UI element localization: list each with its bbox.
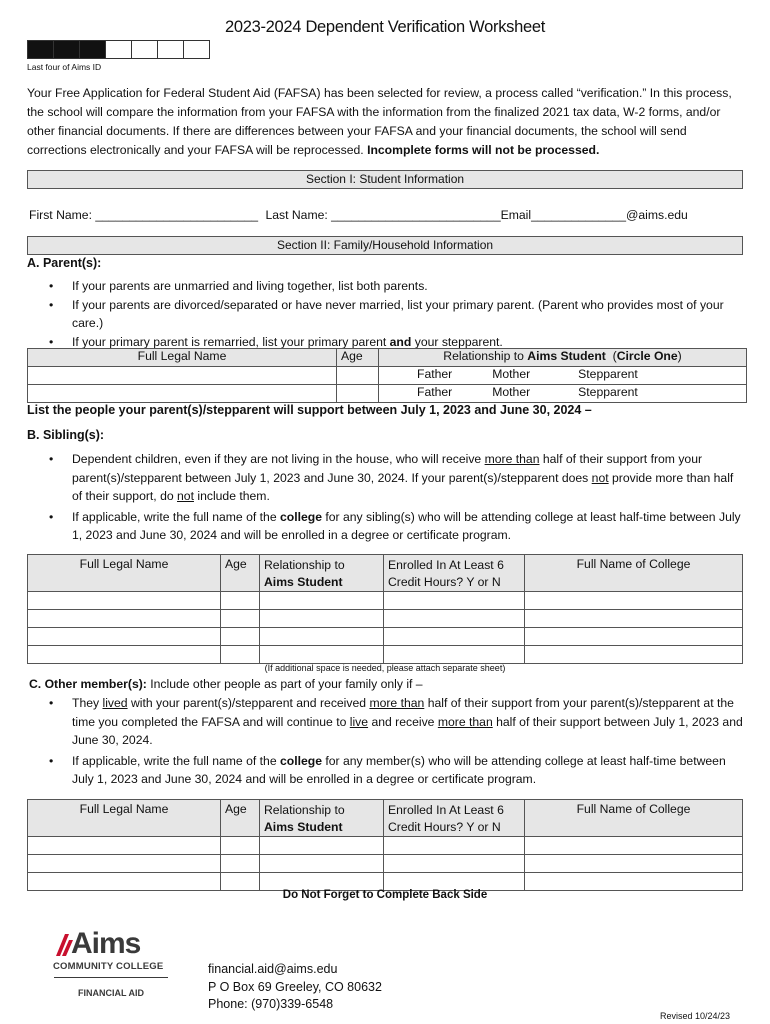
parents-table <box>27 348 747 403</box>
logo-divider <box>54 977 168 978</box>
col-college: Full Name of College <box>525 555 743 592</box>
section1-header: Section I: Student Information <box>27 170 743 189</box>
option-father[interactable]: Father <box>417 367 453 381</box>
name-cell[interactable] <box>28 855 221 873</box>
logo-name: Aims <box>71 927 141 960</box>
col-enrolled: Enrolled In At Least 6 Credit Hours? Y or N <box>384 555 525 592</box>
logo-subtitle: COMMUNITY COLLEGE <box>53 961 164 972</box>
intro-paragraph <box>27 84 747 160</box>
college-cell[interactable] <box>525 855 743 873</box>
parents-instructions <box>27 277 743 351</box>
others-table <box>27 799 743 891</box>
table-row[interactable] <box>28 592 743 610</box>
age-cell[interactable] <box>337 385 379 403</box>
contact-phone: Phone: (970)339-6548 <box>208 997 334 1011</box>
id-box-masked <box>79 40 106 59</box>
table-row[interactable] <box>28 837 743 855</box>
table-row[interactable] <box>28 855 743 873</box>
others-heading-line: C. Other member(s): Include other people as part of your family only if – <box>29 677 423 691</box>
aims-id-boxes[interactable] <box>27 40 209 59</box>
list-item: • Dependent children, even if they are not living in the house, who will receive more than half of their support from your parent(s)/stepparent between July 1, 2023 and June 30, 2024. If your parent(s)/stepparent does not provide more than half of their support, do not include them. <box>27 450 745 506</box>
relationship-options[interactable] <box>379 367 747 385</box>
college-cell[interactable] <box>525 628 743 646</box>
others-instructions <box>27 694 745 789</box>
name-cell[interactable] <box>28 367 337 385</box>
id-box[interactable] <box>105 40 132 59</box>
id-box[interactable] <box>183 40 210 59</box>
age-cell[interactable] <box>221 873 260 891</box>
contact-block <box>208 961 382 1014</box>
enrolled-cell[interactable] <box>384 592 525 610</box>
siblings-heading: B. Sibling(s): <box>27 428 105 442</box>
student-info-line[interactable] <box>29 208 688 222</box>
page-title: 2023-2024 Dependent Verification Worksheet <box>224 18 546 36</box>
id-box-masked <box>53 40 80 59</box>
relationship-cell[interactable] <box>260 873 384 891</box>
name-cell[interactable] <box>28 610 221 628</box>
relationship-cell[interactable] <box>260 646 384 664</box>
list-item: • If your parents are unmarried and living together, list both parents. <box>27 277 743 296</box>
enrolled-cell[interactable] <box>384 610 525 628</box>
col-full-legal-name: Full Legal Name <box>28 555 221 592</box>
option-father[interactable]: Father <box>417 385 453 399</box>
table-row[interactable] <box>28 367 747 385</box>
col-enrolled: Enrolled In At Least 6 Credit Hours? Y or N <box>384 800 525 837</box>
enrolled-cell[interactable] <box>384 837 525 855</box>
relationship-cell[interactable] <box>260 855 384 873</box>
siblings-instructions <box>27 450 745 545</box>
logo-department: FINANCIAL AID <box>78 988 144 998</box>
name-cell[interactable] <box>28 837 221 855</box>
table-row[interactable] <box>28 873 743 891</box>
enrolled-cell[interactable] <box>384 855 525 873</box>
col-full-legal-name: Full Legal Name <box>28 800 221 837</box>
age-cell[interactable] <box>221 837 260 855</box>
col-relationship: Relationship to Aims Student <box>260 555 384 592</box>
name-cell[interactable] <box>28 385 337 403</box>
extra-space-note: (If additional space is needed, please attach separate sheet) <box>264 663 506 673</box>
support-note: List the people your parent(s)/stepparent will support between July 1, 2023 and June 30, 2024 – <box>27 403 592 417</box>
table-row[interactable] <box>28 628 743 646</box>
name-cell[interactable] <box>28 873 221 891</box>
age-cell[interactable] <box>221 592 260 610</box>
col-age: Age <box>221 555 260 592</box>
first-name-field[interactable]: First Name: ________________________ <box>29 208 259 222</box>
siblings-table <box>27 554 743 664</box>
col-age: Age <box>221 800 260 837</box>
option-stepparent[interactable]: Stepparent <box>578 385 638 399</box>
college-cell[interactable] <box>525 610 743 628</box>
enrolled-cell[interactable] <box>384 873 525 891</box>
parents-heading: A. Parent(s): <box>27 256 102 270</box>
relationship-options[interactable] <box>379 385 747 403</box>
intro-text: Your Free Application for Federal Student Aid (FAFSA) has been selected for review, a process called “verification.” In this process, the school will compare the information from your FAFSA with the information from the finalized 2021 tax data, W-2 forms, and/or other financial documents. If there are differences between your FAFSA and your financial documents, the school will send corrections electronically and your FAFSA will be reprocessed. <box>27 86 732 157</box>
col-age: Age <box>337 349 379 367</box>
list-item: • If your primary parent is remarried, list your primary parent and your stepparent. <box>27 333 743 352</box>
relationship-cell[interactable] <box>260 837 384 855</box>
enrolled-cell[interactable] <box>384 646 525 664</box>
list-item: • If applicable, write the full name of the college for any member(s) who will be attending college at least half-time between July 1, 2023 and June 30, 2024 and will be enrolled in a degree or certificate program. <box>27 752 745 789</box>
col-relationship: Relationship to Aims Student (Circle One) <box>379 349 747 367</box>
college-cell[interactable] <box>525 646 743 664</box>
section2-header: Section II: Family/Household Information <box>27 236 743 255</box>
list-item: • If your parents are divorced/separated or have never married, list your primary parent. (Parent who provides most of your care.) <box>27 296 743 333</box>
list-item: • If applicable, write the full name of the college for any sibling(s) who will be attending college at least half-time between July 1, 2023 and June 30, 2024 and will be enrolled in a degree or certificate program. <box>27 508 745 545</box>
intro-warning: Incomplete forms will not be processed. <box>367 143 600 157</box>
id-box-masked <box>27 40 54 59</box>
id-box[interactable] <box>131 40 158 59</box>
email-field[interactable]: Email______________@aims.edu <box>500 208 688 222</box>
table-row[interactable] <box>28 646 743 664</box>
college-cell[interactable] <box>525 873 743 891</box>
table-row[interactable] <box>28 385 747 403</box>
col-full-legal-name: Full Legal Name <box>28 349 337 367</box>
relationship-cell[interactable] <box>260 592 384 610</box>
age-cell[interactable] <box>221 855 260 873</box>
enrolled-cell[interactable] <box>384 628 525 646</box>
id-label: Last four of Aims ID <box>27 62 102 72</box>
age-cell[interactable] <box>221 628 260 646</box>
col-college: Full Name of College <box>525 800 743 837</box>
name-cell[interactable] <box>28 646 221 664</box>
relationship-cell[interactable] <box>260 628 384 646</box>
college-cell[interactable] <box>525 837 743 855</box>
table-row[interactable] <box>28 610 743 628</box>
age-cell[interactable] <box>221 610 260 628</box>
revised-date: Revised 10/24/23 <box>660 1011 731 1021</box>
contact-email[interactable]: financial.aid@aims.edu <box>208 962 338 976</box>
id-box[interactable] <box>157 40 184 59</box>
option-mother[interactable]: Mother <box>492 385 531 399</box>
name-cell[interactable] <box>28 628 221 646</box>
back-side-note: Do Not Forget to Complete Back Side <box>282 889 488 901</box>
last-name-field[interactable]: Last Name: _________________________ <box>265 208 501 222</box>
others-heading: C. Other member(s): <box>29 677 147 691</box>
option-stepparent[interactable]: Stepparent <box>578 367 638 381</box>
name-cell[interactable] <box>28 592 221 610</box>
list-item: • They lived with your parent(s)/stepparent and received more than half of their support from your parent(s)/stepparent at the time you completed the FAFSA and will continue to live and receive more than half of their support between July 1, 2023 and June 30, 2024. <box>27 694 745 750</box>
col-relationship: Relationship to Aims Student <box>260 800 384 837</box>
age-cell[interactable] <box>337 367 379 385</box>
college-cell[interactable] <box>525 592 743 610</box>
age-cell[interactable] <box>221 646 260 664</box>
option-mother[interactable]: Mother <box>492 367 531 381</box>
contact-address: P O Box 69 Greeley, CO 80632 <box>208 979 382 994</box>
relationship-cell[interactable] <box>260 610 384 628</box>
